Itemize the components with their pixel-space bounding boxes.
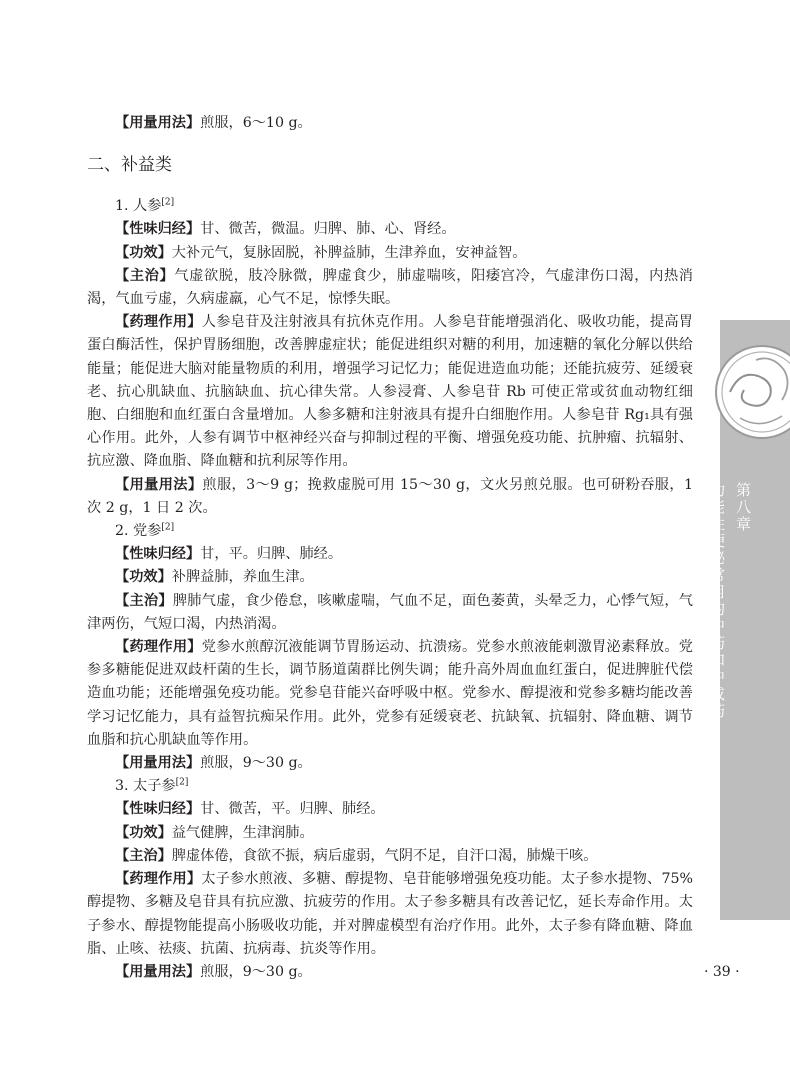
item-dosage: 【用量用法】煎服，9～30 g。 <box>115 963 312 980</box>
item-dosage: 【用量用法】煎服，9～30 g。 <box>115 755 312 772</box>
item-nature: 【性味归经】甘、微苦，平。归脾、肺经。 <box>115 801 385 818</box>
sidebar-chapter: 第八章 <box>734 482 752 533</box>
section-title: 二、补益类 <box>87 155 172 176</box>
page-number: · 39 · <box>704 964 740 980</box>
top-dosage: 【用量用法】煎服，6～10 g。 <box>115 115 312 131</box>
item-nature: 【性味归经】甘、微苦，微温。归脾、肺、心、肾经。 <box>115 221 456 238</box>
item-indication: 【主治】气虚欲脱，肢冷脉微，脾虚食少，肺虚喘咳，阳痿宫冷，气虚津伤口渴，内热消渴，气血亏虚，久病虚羸，心气不足，惊悸失眠。 <box>87 267 693 308</box>
main-text <box>87 112 693 984</box>
item-title: 1. 人参[2] <box>115 197 175 215</box>
item-nature: 【性味归经】甘，平。归脾、肺经。 <box>115 546 343 563</box>
item-effect: 【功效】补脾益肺，养血生津。 <box>115 569 314 586</box>
item-indication: 【主治】脾虚体倦，食欲不振，病后虚弱，气阴不足，自汗口渴，肺燥干咳。 <box>115 847 598 864</box>
sidebar-title <box>708 482 756 720</box>
item-pharmacology: 【药理作用】人参皂苷及注射液具有抗休克作用。人参皂苷能增强消化、吸收功能，提高胃蛋白酶活性，保护胃肠细胞，改善脾虚症状；能促进组织对糖的利用，加速糖的氧化分解以供给能量；能促进大脑对能量物质的利用，增强学习记忆力；能促进造血功能；还能抗疲劳、延缓衰老、抗心肌缺血、抗脑缺血、抗心律失常。人参浸膏、人参皂苷 Rb 可使正常或贫血动物红细胞、白细胞和血红蛋白含量增加。人参多糖和注射液具有提升白细胞作用。人参皂苷 Rg₁具有强心作用。此外，人参有调节中枢神经兴奋与抑制过程的平衡、增强免疫功能、抗肿瘤、抗辐射、抗应激、降血脂、降血糖和抗利尿等作用。 <box>87 314 693 470</box>
item-effect: 【功效】益气健脾，生津润肺。 <box>115 824 314 841</box>
sidebar-chapter-title: 功能性便秘常用的中药和中成药 <box>708 482 726 720</box>
item-dosage: 【用量用法】煎服，3～9 g；挽救虚脱可用 15～30 g，文火另煎兑服。也可研粉吞服，1 次 2 g，1 日 2 次。 <box>87 476 693 516</box>
item-effect: 【功效】大补元气，复脉固脱，补脾益肺，生津养血，安神益智。 <box>115 244 527 261</box>
item-title: 3. 太子参[2] <box>115 777 189 795</box>
dragon-circle-icon <box>700 330 790 470</box>
item-title: 2. 党参[2] <box>115 522 175 540</box>
item-indication: 【主治】脾肺气虚，食少倦怠，咳嗽虚喘，气血不足，面色萎黄，头晕乏力，心悸气短，气津两伤，气短口渴，内热消渴。 <box>87 592 693 632</box>
item-pharmacology: 【药理作用】党参水煎醇沉液能调节胃肠运动、抗溃疡。党参水煎液能刺激胃泌素释放。党参多糖能促进双歧杆菌的生长，调节肠道菌群比例失调；能升高外周血血红蛋白，促进脾脏代偿造血功能；还能增强免疫功能。党参皂苷能兴奋呼吸中枢。党参水、醇提液和党参多糖均能改善学习记忆能力，具有益智抗痴呆作用。此外，党参有延缓衰老、抗缺氧、抗辐射、降血糖、调节血脂和抗心肌缺血等作用。 <box>87 639 693 748</box>
item-pharmacology: 【药理作用】太子参水煎液、多糖、醇提物、皂苷能够增强免疫功能。太子参水提物、75%醇提物、多糖及皂苷具有抗应激、抗疲劳的作用。太子参多糖具有改善记忆，延长寿命作用。太子参水、醇提物能提高小肠吸收功能，并对脾虚模型有治疗作用。此外，太子参有降血糖、降血脂、止咳、祛痰、抗菌、抗病毒、抗炎等作用。 <box>87 871 693 957</box>
